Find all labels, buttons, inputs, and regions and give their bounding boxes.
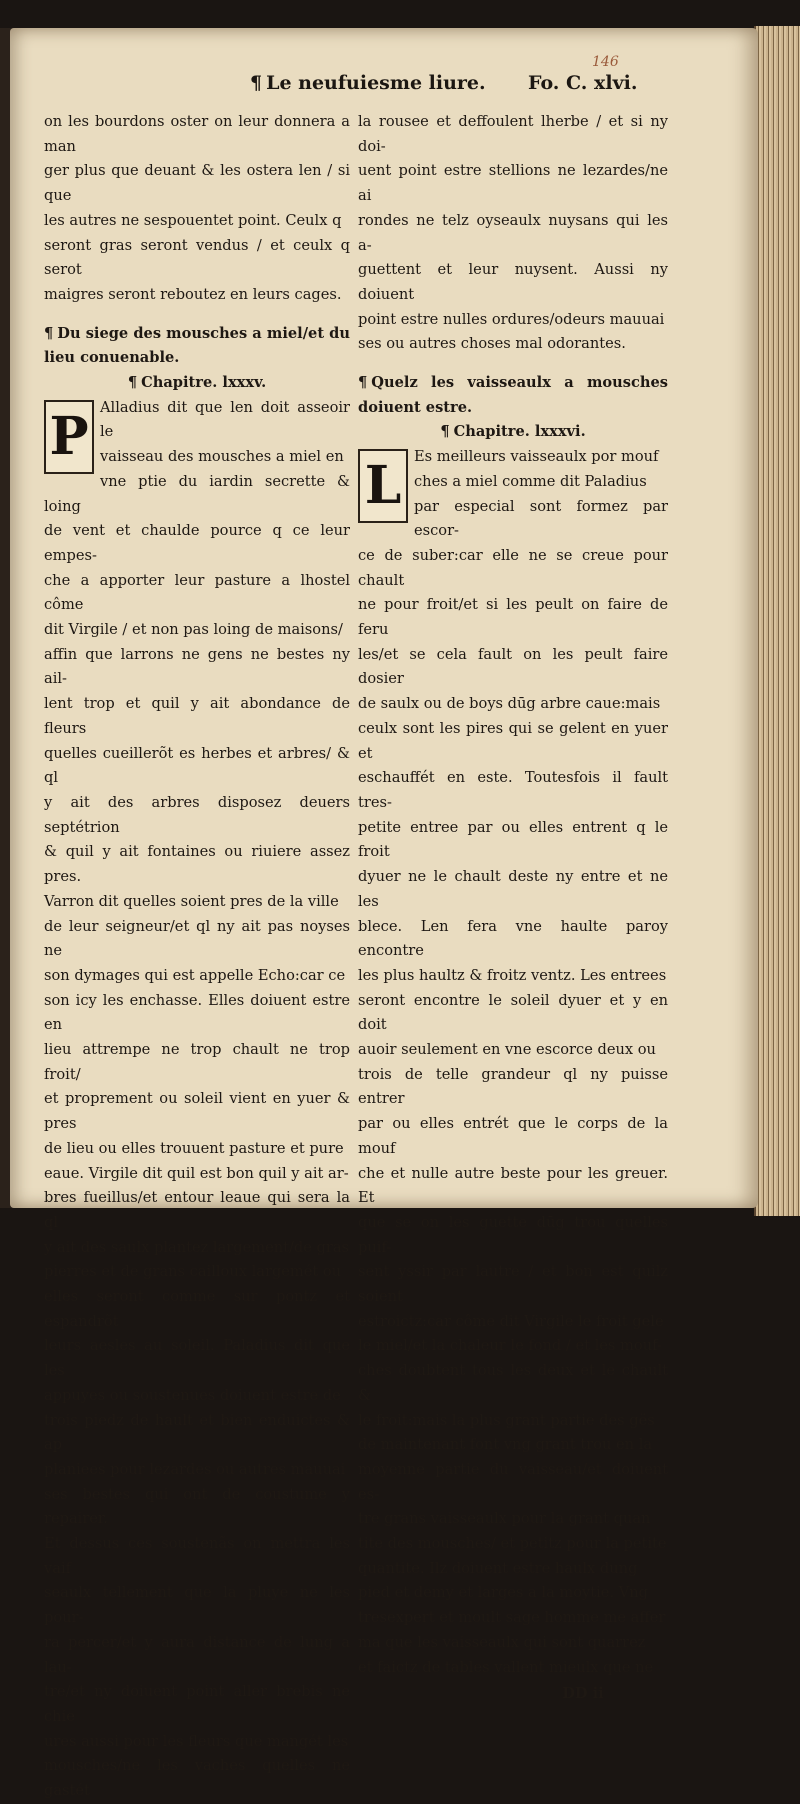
chapter-number: ¶ Chapitre. lxxxv. xyxy=(127,374,267,392)
body-line: pierres et de grans cailloux largemét ou xyxy=(44,1263,342,1281)
body-line: quantite. Ilz doiuent estre haulx dung xyxy=(358,1559,638,1577)
body-line: son dymages qui est appelle Echo:car ce xyxy=(44,966,346,984)
body-line: tre grans vaisseaulx pour la grant quan xyxy=(358,1510,651,1528)
body-line: et faictz de tables vallent mieulx que ne xyxy=(358,1658,654,1676)
body-line: planiees pour lezardes ou autres mauuai xyxy=(44,1460,346,1478)
right-intro-line: point estre nulles ordures/odeurs mauuai xyxy=(358,310,665,328)
body-line: les plus haultz & froitz ventz. Les entrees xyxy=(358,966,667,984)
body-line: che et nulle autre beste pour les greuer. Et xyxy=(358,1164,668,1207)
body-line: Alladius dit que len doit asseoir le xyxy=(100,398,350,441)
body-line: vne ptie du iardin secrette & loing xyxy=(44,472,350,515)
pilcrow-icon: ¶ xyxy=(44,324,54,342)
body-line: seaulx tellement que la pluye ne les pour- xyxy=(44,1584,350,1627)
body-line: dit Virgile / et non pas loing de maisons/ xyxy=(44,621,343,639)
body-line: affin que larrons ne gens ne bestes ny ail- xyxy=(44,645,350,688)
body-line: mousches/ne les vaches quelles ne gastét xyxy=(44,1757,350,1800)
pilcrow-icon: ¶ xyxy=(250,72,263,94)
body-line: estroictz:car côme dit Virgile le froit gele xyxy=(358,1312,664,1330)
body-line: de maintenant font vng grant trou en la xyxy=(358,1436,653,1454)
body-line: sent yssir par lautre / et bon est quilz soient xyxy=(358,1263,668,1306)
body-line: Et dessus ces soustenãs on mettra les vaif xyxy=(44,1535,350,1577)
left-intro-line: ger plus que deuant & les ostera len / si que xyxy=(44,162,350,205)
drop-cap: P xyxy=(44,400,94,474)
body-line: par especial sont formez par escor- xyxy=(414,497,668,540)
body-line: les/et se cela fault on les peult faire dosier xyxy=(358,645,668,688)
body-line: que se on les guette dūg trou quelles puif- xyxy=(358,1213,668,1256)
body-line: de leur seigneur/et ql ny ait pas noyses ne xyxy=(44,917,350,960)
body-line: lieu attrempe ne trop chault ne trop froit/ xyxy=(44,1041,350,1083)
body-line: son icy les enchasse. Elles doiuent estre en xyxy=(44,991,350,1034)
body-line: tite des mousches/ et petitz pour la petite xyxy=(358,1535,667,1553)
right-intro-line: rondes ne telz oyseaulx nuysans qui les a- xyxy=(358,211,668,254)
body-line: y ait des saulx plantez largement/de gras xyxy=(44,1238,350,1256)
body-line: de lieu ou elles trouuent pasture et pure xyxy=(44,1139,344,1157)
handwritten-folio-number: 146 xyxy=(592,54,619,70)
body-line: Varron dit quelles soient pres de la ville xyxy=(44,892,339,910)
body-line: ma que les vaisseaulx qui sont quarrez xyxy=(358,1633,646,1651)
body-line: y ait des arbres disposez deuers septétrion xyxy=(44,793,350,836)
body-line: et proprement ou soleil vient en yuer & pres xyxy=(44,1090,350,1133)
body-line: ures aussi pour les fleurs que mangét les xyxy=(44,1732,349,1750)
body-line: ne pour froit/et si les peult on faire de feru xyxy=(358,596,668,639)
body-line: appuyes ou soustenues doiuent estre de xyxy=(44,1386,341,1404)
running-header xyxy=(250,72,650,96)
body-line: par ou elles entrét que le corps de la mouf xyxy=(358,1115,668,1157)
body-line: tre/et ny doiuent point aller brebis ne chie xyxy=(44,1683,350,1725)
folio-number: Fo. C. xlvi. xyxy=(528,72,638,94)
body-line: trois piedz de hault et bien enduictes & ap xyxy=(44,1411,350,1454)
body-line: ches doubtent tous les deux et le chault & xyxy=(358,1362,668,1404)
chapter-number: ¶ Chapitre. lxxxvi. xyxy=(440,423,586,441)
body-line: tresexpert et moult sage homme me affer xyxy=(358,1609,666,1627)
body-line: eaue. Virgile dit quil est bon quil y ait ar- xyxy=(44,1164,349,1182)
body-line: lent trop et quil y ait abondance de fleurs xyxy=(44,695,350,737)
body-line: leurs aesles au soleil. Paladius dit que les xyxy=(44,1337,350,1380)
body-line: dyuer ne le chault deste ny entre et ne les xyxy=(358,868,668,910)
left-intro-line: on les bourdons oster on leur donnera a man xyxy=(44,113,350,155)
body-line: auoir seulement en vne escorce deux ou xyxy=(358,1041,656,1059)
right-intro-line: guettent et leur nuysent. Aussi ny doiuent xyxy=(358,261,668,303)
page-edges xyxy=(754,26,800,1216)
body-line: Es meilleurs vaisseaulx por mouf xyxy=(414,448,659,466)
body-line: blece. Len fera vne haulte paroy encontre xyxy=(358,917,668,960)
signature-mark: DD ii xyxy=(562,1685,604,1703)
body-line: le froit:mais la plus grant partie des gës xyxy=(358,1411,655,1429)
body-line: ce de suber:car elle ne se creue pour chault xyxy=(358,546,668,589)
right-intro-line: uent point estre stellions ne lezardes/ne ai xyxy=(358,162,668,205)
body-line: ches a miel comme dit Paladius xyxy=(414,472,647,490)
running-title: ¶ Le neufuiesme liure. xyxy=(250,72,486,94)
body-line: ra percer/et y aura distance de lung a lau- xyxy=(44,1633,350,1676)
pilcrow-icon: ¶ xyxy=(127,374,138,392)
body-line: che a apporter leur pasture a lhostel côme xyxy=(44,571,350,614)
chapter-heading: ¶ Du siege des mousches a miel/et du lieu conuenable. xyxy=(44,324,350,367)
right-column xyxy=(358,110,668,1722)
left-intro-line: seront gras seront vendus / et ceulx q serot xyxy=(44,236,350,279)
body-line: le miel/et la chaleur le fond / et les mouf- xyxy=(358,1337,662,1355)
body-line: de saulx ou de boys dūg arbre caue:mais xyxy=(358,695,661,713)
left-intro-line: maigres seront reboutez en leurs cages. xyxy=(44,285,342,303)
right-intro-line: ses ou autres choses mal odorantes. xyxy=(358,335,626,353)
body-line: elles seront comme sur pontz et espandrõt xyxy=(44,1288,350,1330)
body-line: vaisseau des mousches a miel en xyxy=(100,448,344,466)
right-intro-line: la rousee et deffoulent lherbe / et si ny doi- xyxy=(358,113,668,155)
body-line: quelles cueillerõt es herbes et arbres/ & ql xyxy=(44,744,350,787)
body-line: de vent et chaulde pource q ce leur empes- xyxy=(44,522,350,564)
body-line: & quil y ait fontaines ou riuiere assez pres. xyxy=(44,843,350,886)
body-line: seront encontre le soleil dyuer et y en doit xyxy=(358,991,668,1034)
left-intro-line: les autres ne sespouentet point. Ceulx q xyxy=(44,211,342,229)
body-line: bres fueillus/et entour leaue qui sera la ql xyxy=(44,1189,350,1231)
body-line: moyenne partie du vaisseau/et doiuent es- xyxy=(358,1460,668,1503)
body-line: petite entree par ou elles entrent q le froit xyxy=(358,818,668,861)
body-line: ceulx sont les pires qui se gelent en yuer et xyxy=(358,719,668,762)
body-line: trois de telle grandeur ql ny puisse entrer xyxy=(358,1065,668,1108)
body-line: eschauffét en este. Toutesfois il fault tres- xyxy=(358,769,668,811)
pilcrow-icon: ¶ xyxy=(358,374,368,392)
body-line: ses bestes qui ont de coustume y repairer. xyxy=(44,1485,350,1528)
drop-cap: L xyxy=(358,449,408,523)
pilcrow-icon: ¶ xyxy=(440,423,450,441)
chapter-heading: ¶ Quelz les vaisseaulx a mousches doiuent estre. xyxy=(358,374,668,416)
body-line: pied et demy et larges a la moytie. Vng xyxy=(358,1584,649,1602)
left-column xyxy=(44,110,350,1804)
